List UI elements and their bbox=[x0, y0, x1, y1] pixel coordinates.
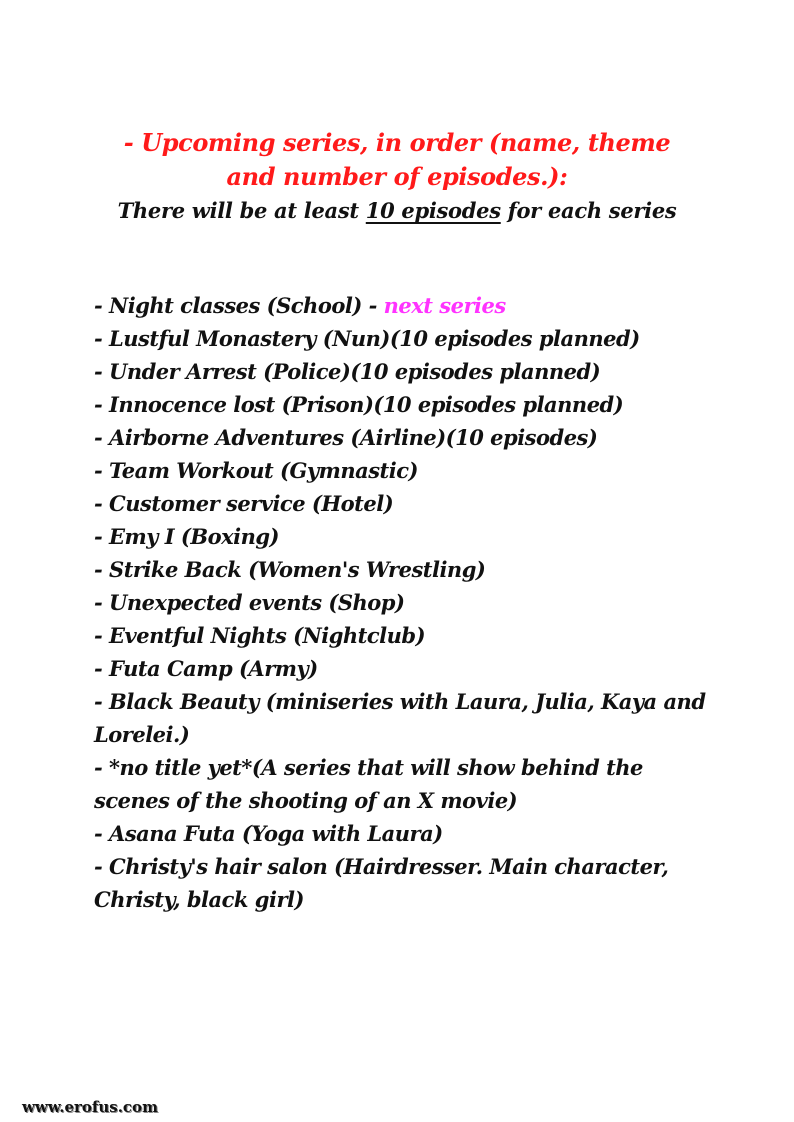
series-item: - Futa Camp (Army) bbox=[94, 656, 318, 681]
series-item: - Unexpected events (Shop) bbox=[94, 590, 405, 615]
series-list bbox=[94, 289, 706, 916]
series-item: - Asana Futa (Yoga with Laura) bbox=[94, 821, 443, 846]
series-item: - Strike Back (Women's Wrestling) bbox=[94, 557, 486, 582]
episodes-note-suffix: for each series bbox=[500, 198, 677, 223]
series-item: - Innocence lost (Prison)(10 episodes planned) bbox=[94, 392, 624, 417]
series-item: - Customer service (Hotel) bbox=[94, 491, 394, 516]
next-series-highlight: next series bbox=[383, 293, 506, 318]
series-item: - Lustful Monastery (Nun)(10 episodes planned) bbox=[94, 326, 640, 351]
series-item: - Emy I (Boxing) bbox=[94, 524, 279, 549]
series-item: - Christy's hair salon (Hairdresser. Main character, Christy, black girl) bbox=[94, 854, 669, 912]
series-item: - Airborne Adventures (Airline)(10 episodes) bbox=[94, 425, 598, 450]
series-item bbox=[94, 289, 706, 322]
episodes-note-underlined: 10 episodes bbox=[365, 198, 501, 223]
episodes-note-prefix: There will be at least bbox=[117, 198, 366, 223]
series-item-text: - Night classes (School) - bbox=[94, 293, 384, 318]
episodes-note bbox=[100, 194, 694, 228]
upcoming-series-heading: - Upcoming series, in order (name, theme and number of episodes.): bbox=[123, 128, 671, 191]
series-item: - Under Arrest (Police)(10 episodes planned) bbox=[94, 359, 601, 384]
watermark: www.erofus.com bbox=[22, 1098, 158, 1116]
header bbox=[100, 126, 694, 228]
series-item: - *no title yet*(A series that will show behind the scenes of the shooting of an X movie) bbox=[94, 755, 643, 813]
series-item: - Black Beauty (miniseries with Laura, Julia, Kaya and Lorelei.) bbox=[94, 689, 706, 747]
series-item: - Eventful Nights (Nightclub) bbox=[94, 623, 426, 648]
series-item: - Team Workout (Gymnastic) bbox=[94, 458, 418, 483]
